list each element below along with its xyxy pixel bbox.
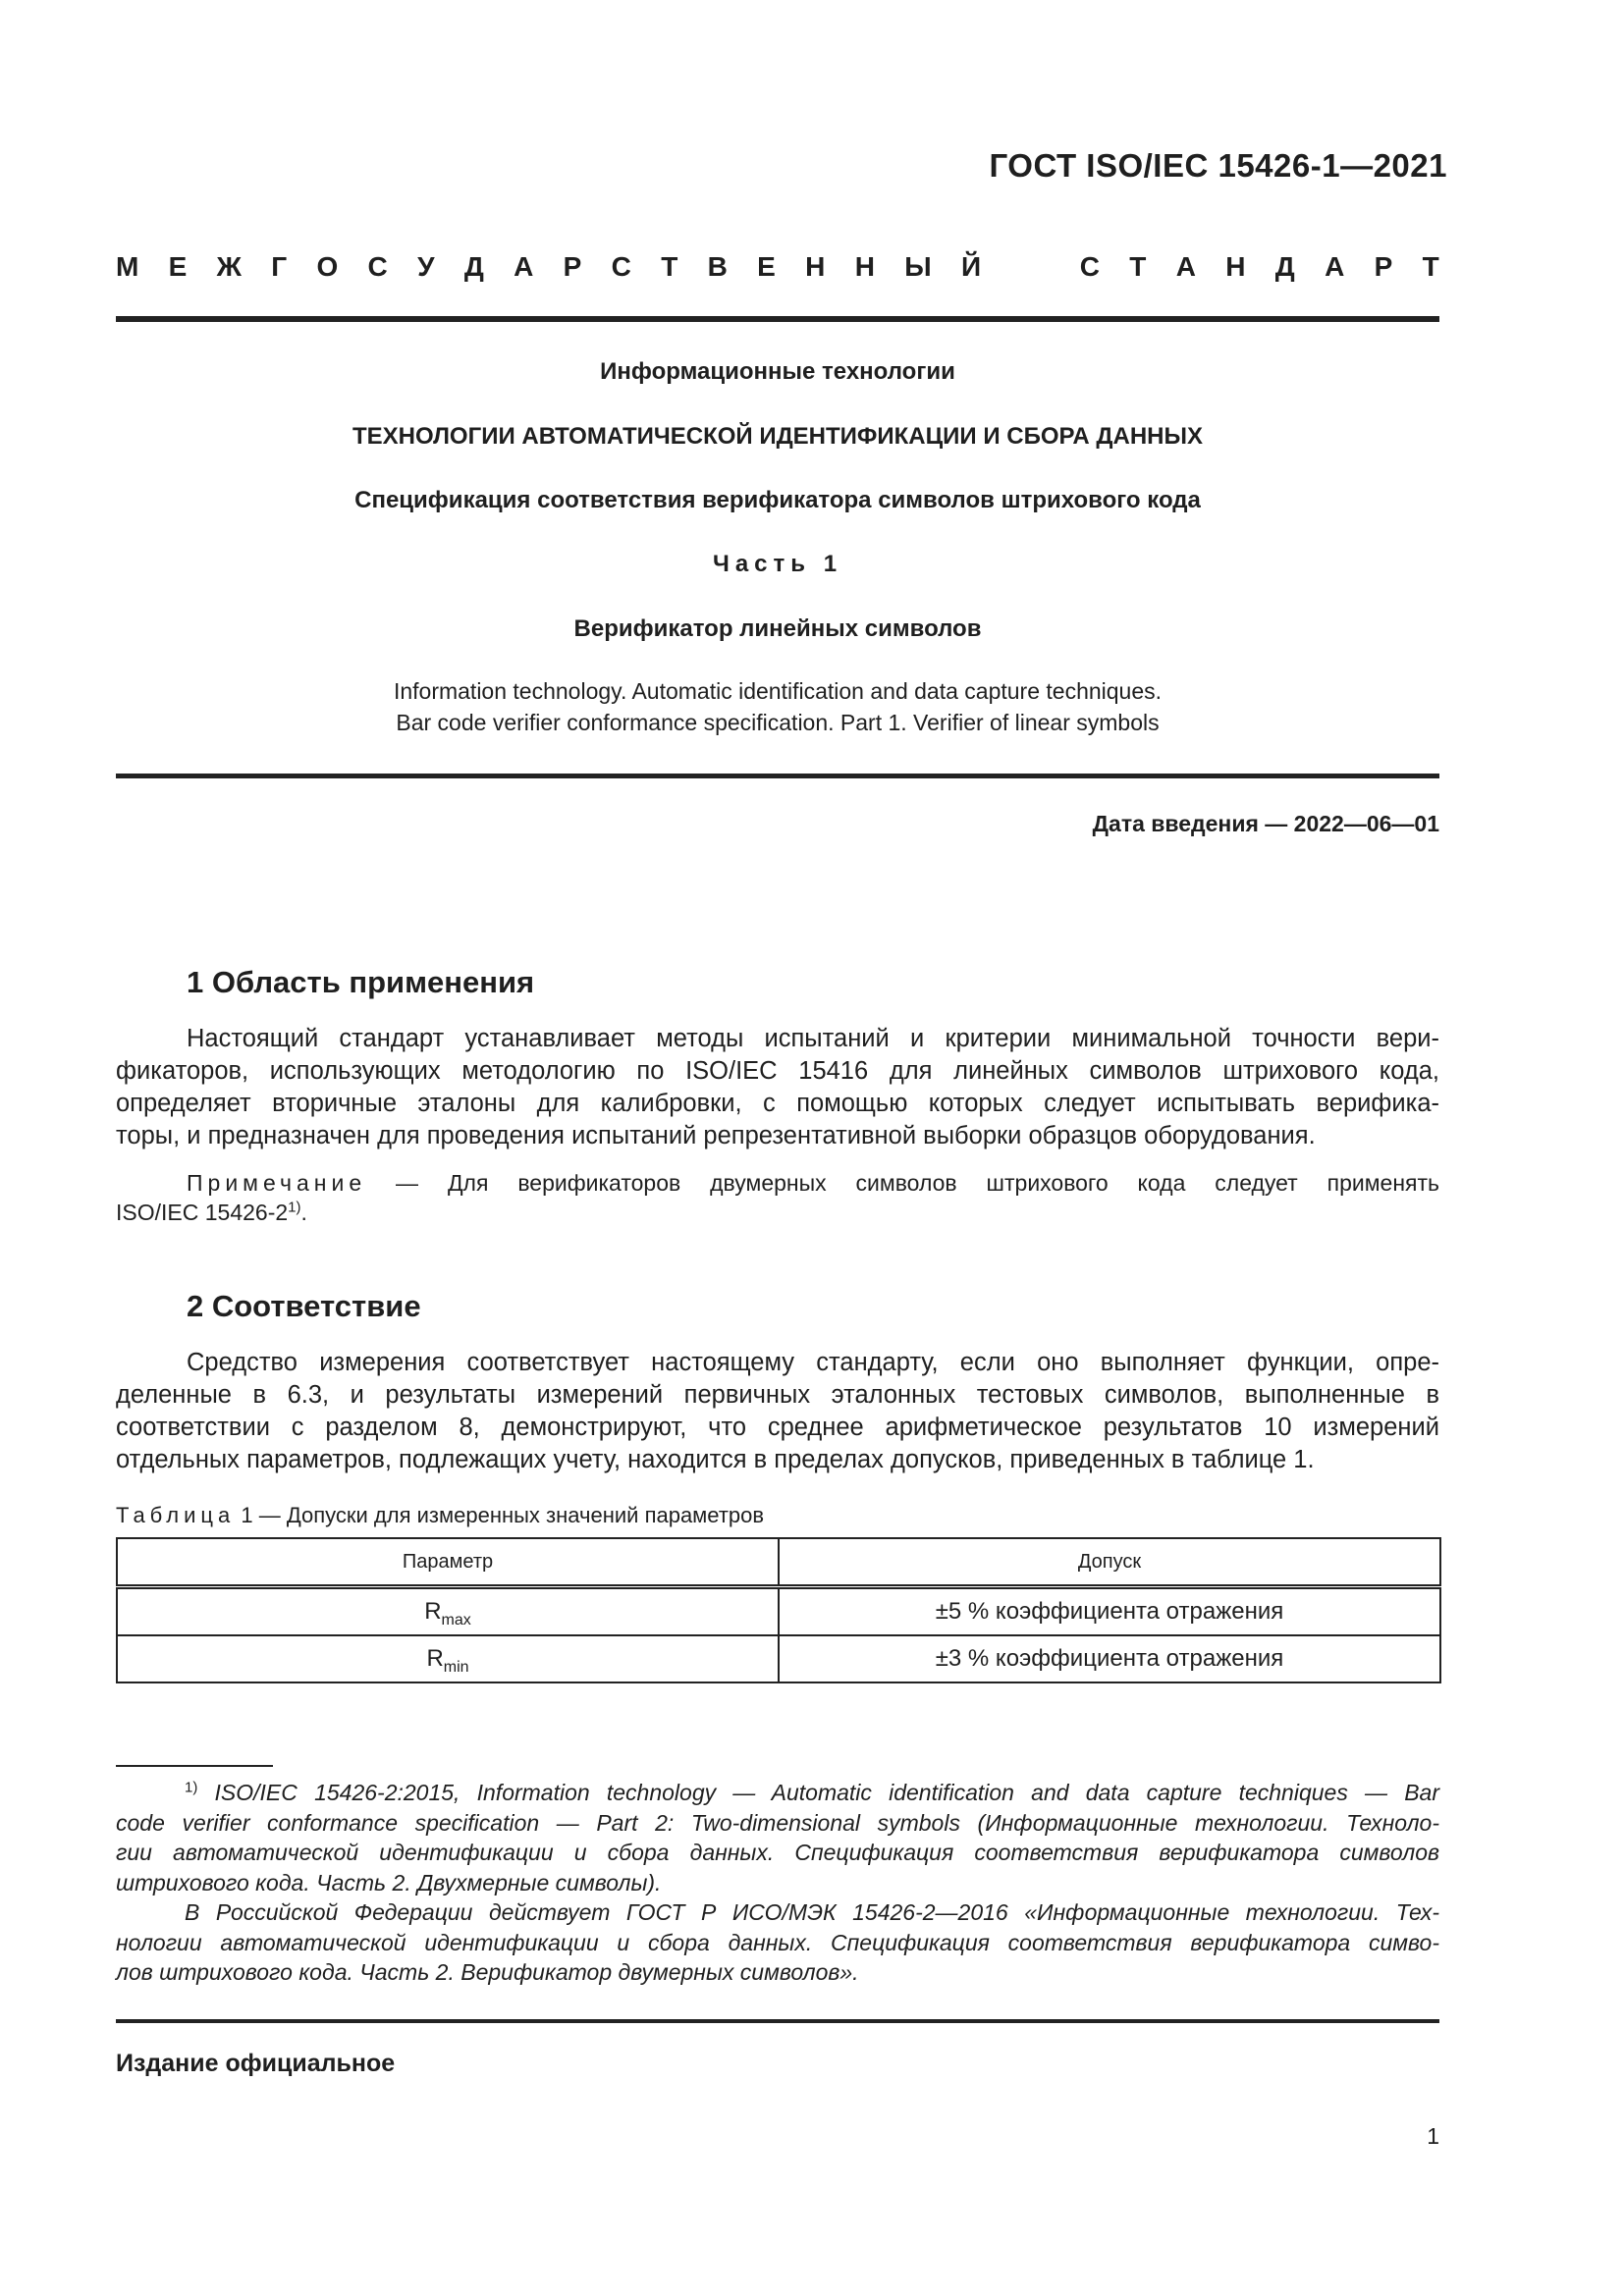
table-cell-tolerance: ±3 % коэффициента отражения — [779, 1635, 1440, 1682]
heading-letter: Г — [271, 251, 288, 282]
table-caption-label: Таблица — [116, 1503, 236, 1527]
heading-letter: С — [1079, 251, 1100, 282]
heading-letter: С — [611, 251, 631, 282]
parameter-subscript: min — [443, 1658, 469, 1676]
parameter-symbol: R — [426, 1645, 444, 1672]
footnote-number: 1) — [185, 1779, 198, 1796]
word-gap — [1010, 251, 1050, 283]
paragraph-line: определяет вторичные эталоны для калибровки, с помощью которых следует испытывать верифика- — [116, 1090, 1439, 1117]
title-bottom-divider — [116, 774, 1439, 778]
note-reference: ISO/IEC 15426-2 — [116, 1200, 289, 1225]
footnote-line: гии автоматической идентификации и сбора данных. Спецификация соответствия верификатора символов — [116, 1840, 1439, 1865]
title-line-2: ТЕХНОЛОГИИ АВТОМАТИЧЕСКОЙ ИДЕНТИФИКАЦИИ И СБОРА ДАННЫХ — [352, 423, 1203, 450]
document-number: ГОСТ ISO/IEC 15426-1—2021 — [989, 147, 1447, 184]
title-part: Часть 1 — [712, 551, 843, 577]
official-edition-label: Издание официальное — [116, 2050, 396, 2077]
section-1-paragraph — [116, 1023, 1439, 1152]
introduction-date: Дата введения — 2022—06—01 — [1092, 811, 1439, 836]
footnote-line: нологии автоматической идентификации и сбора данных. Спецификация соответствия верификатора симво- — [116, 1929, 1439, 1955]
footnote-line: code verifier conformance specification — Part 2: Two-dimensional symbols (Информационные технологии. Техноло- — [116, 1809, 1439, 1836]
heading-letter: Т — [661, 251, 678, 282]
paragraph-line: фикаторов, использующих методологию по ISO/IEC 15416 для линейных символов штрихового кода, — [116, 1057, 1439, 1085]
heading-letter: Р — [1374, 251, 1393, 282]
footnote-text: ISO/IEC 15426-2:2015, Information technology — Automatic identification and data capture techniques — Bar — [197, 1780, 1439, 1805]
heading-letter: Ы — [904, 251, 932, 282]
footnote — [116, 1778, 1439, 1988]
table-row — [117, 1587, 1440, 1636]
note-end: . — [300, 1200, 307, 1225]
paragraph-line: соответствии с разделом 8, демонстрируют, что среднее арифметическое результатов 10 измерений — [116, 1414, 1439, 1441]
table-cell-parameter — [117, 1635, 779, 1682]
section-1-note — [116, 1168, 1439, 1227]
top-divider — [116, 316, 1439, 322]
heading-letter: В — [707, 251, 728, 282]
table-row — [117, 1635, 1440, 1682]
footnote-line: В Российской Федерации действует ГОСТ Р ИСО/МЭК 15426-2—2016 «Информационные технологии. Тех- — [185, 1899, 1439, 1925]
heading-letter: Н — [805, 251, 826, 282]
table-cell-tolerance: ±5 % коэффициента отражения — [779, 1587, 1440, 1636]
parameter-subscript: max — [441, 1611, 471, 1629]
table-header-parameter: Параметр — [117, 1538, 779, 1587]
english-title-1: Information technology. Automatic identification and data capture techniques. — [393, 678, 1163, 704]
paragraph-line: Настоящий стандарт устанавливает методы испытаний и критерии минимальной точности вери- — [187, 1025, 1439, 1052]
paragraph-line: торы, и предназначен для проведения испытаний репрезентативной выборки образцов оборудования. — [116, 1122, 1316, 1149]
title-line-3: Спецификация соответствия верификатора символов штрихового кода — [354, 487, 1201, 513]
paragraph-line: деленные в 6.3, и результаты измерений первичных эталонных тестовых символов, выполненные в — [116, 1381, 1439, 1409]
section-2-paragraph — [116, 1347, 1439, 1476]
table-header-tolerance: Допуск — [779, 1538, 1440, 1587]
heading-letter: Т — [1422, 251, 1439, 282]
heading-letter: У — [417, 251, 435, 282]
english-title-2: Bar code verifier conformance specification. Part 1. Verifier of linear symbols — [396, 710, 1160, 735]
title-line-1: Информационные технологии — [600, 358, 955, 385]
heading-letter: Й — [960, 251, 982, 282]
paragraph-line: отдельных параметров, подлежащих учету, находится в пределах допусков, приведенных в таблице 1. — [116, 1446, 1315, 1473]
heading-letter: Д — [1274, 251, 1295, 282]
heading-letter: Е — [757, 251, 776, 282]
heading-letter: Н — [854, 251, 875, 282]
heading-letter: Е — [168, 251, 188, 282]
footnote-marker[interactable]: 1) — [288, 1199, 301, 1216]
title-line-4: Верификатор линейных символов — [573, 615, 982, 642]
table-caption-text: 1 — Допуски для измеренных значений параметров — [235, 1503, 765, 1527]
heading-letter: Т — [1129, 251, 1147, 282]
interstate-standard-heading — [116, 251, 1439, 283]
heading-letter: С — [367, 251, 388, 282]
parameter-symbol: R — [424, 1598, 442, 1625]
tolerance-table — [116, 1537, 1441, 1683]
note-line — [116, 1168, 1439, 1198]
heading-letter: Н — [1225, 251, 1246, 282]
footer-divider — [116, 2019, 1439, 2023]
footnote-line: штрихового кода. Часть 2. Двухмерные символы). — [116, 1869, 662, 1896]
footnote-line: лов штрихового кода. Часть 2. Верификатор двумерных символов». — [116, 1959, 859, 1985]
heading-letter: Д — [463, 251, 484, 282]
heading-letter: А — [1175, 251, 1196, 282]
heading-letter: О — [316, 251, 339, 282]
heading-letter: А — [514, 251, 534, 282]
heading-letter: Ж — [216, 251, 242, 282]
section-1-title: 1 Область применения — [187, 965, 535, 999]
table-caption — [116, 1503, 764, 1528]
table-cell-parameter — [117, 1587, 779, 1636]
section-2-title: 2 Соответствие — [187, 1289, 421, 1323]
paragraph-line: Средство измерения соответствует настоящему стандарту, если оно выполняет функции, опре- — [187, 1349, 1439, 1376]
heading-letter: М — [116, 251, 139, 282]
note-label: Примечание — [187, 1170, 367, 1196]
footnote-separator — [116, 1765, 273, 1767]
heading-letter: А — [1325, 251, 1345, 282]
note-text: — Для верификаторов двумерных символов штрихового кода следует применять — [366, 1170, 1439, 1196]
heading-letter: Р — [563, 251, 582, 282]
footnote-line — [116, 1778, 1439, 1808]
table-header-row — [117, 1538, 1440, 1587]
page-number: 1 — [1427, 2123, 1439, 2149]
note-line — [116, 1198, 1439, 1227]
